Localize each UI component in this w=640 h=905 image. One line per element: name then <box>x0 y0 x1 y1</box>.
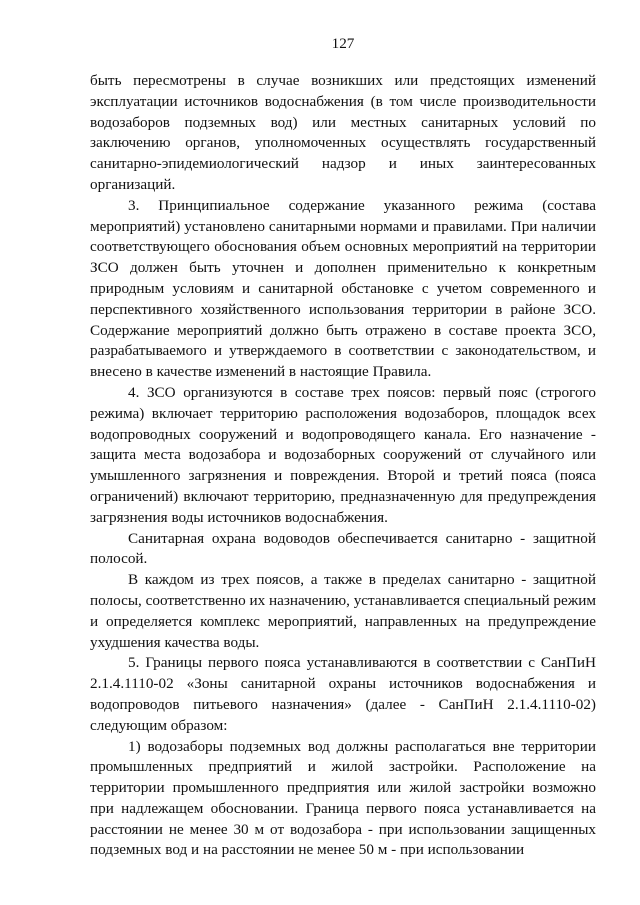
paragraph: В каждом из трех поясов, а также в пределах санитарно - защитной полосы, соответственно их назначению, устанавливается специальный режим и определяется комплекс мероприятий, направленных на предупреждение ухудшения качества воды. <box>90 571 596 651</box>
paragraph: 4. ЗСО организуются в составе трех поясов: первый пояс (строгого режима) включает территорию расположения водозаборов, площадок всех водопроводных сооружений и водопроводящего канала. Его назначение - защита места водозабора и водозаборных сооружений от случайного или умышленного загрязнения и повреждения. Второй и третий пояса (пояса ограничений) включают территорию, предназначенную для предупреждения загрязнения воды источников водоснабжения. <box>90 383 596 526</box>
paragraph: быть пересмотрены в случае возникших или предстоящих изменений эксплуатации источников водоснабжения (в том числе производительности водозаборов подземных вод) или местных санитарных условий по заключению органов, уполномоченных осуществлять государственный санитарно-эпидемиологический надзор и иных заинтересованных организаций. <box>90 72 596 193</box>
paragraph: 1) водозаборы подземных вод должны располагаться вне территории промышленных предприятий и жилой застройки. Расположение на территории промышленного предприятия или жилой застройки возможно при надлежащем обосновании. Граница первого пояса устанавливается на расстоянии не менее 30 м от водозабора - при использовании защищенных подземных вод и на расстоянии не менее 50 м - при использовании <box>90 737 596 859</box>
document-page <box>90 34 596 861</box>
paragraph: Санитарная охрана водоводов обеспечивается санитарно - защитной полосой. <box>90 529 596 568</box>
page-number: 127 <box>331 35 355 52</box>
body-text <box>90 71 596 861</box>
paragraph: 3. Принципиальное содержание указанного режима (состава мероприятий) установлено санитарными нормами и правилами. При наличии соответствующего обоснования объем основных мероприятий на территории ЗСО должен быть уточнен и дополнен применительно к конкретным природным условиям и санитарной обстановке с учетом современного и перспективного хозяйственного использования территории в районе ЗСО. Содержание мероприятий должно быть отражено в составе проекта ЗСО, разрабатываемого и утверждаемого в соответствии с законодательством, и внесено в качестве изменений в настоящие Правила. <box>90 196 596 381</box>
paragraph: 5. Границы первого пояса устанавливаются в соответствии с СанПиН 2.1.4.1110-02 «Зоны санитарной охраны источников водоснабжения и водопроводов питьевого назначения» (далее - СанПиН 2.1.4.1110-02) следующим образом: <box>90 654 596 734</box>
